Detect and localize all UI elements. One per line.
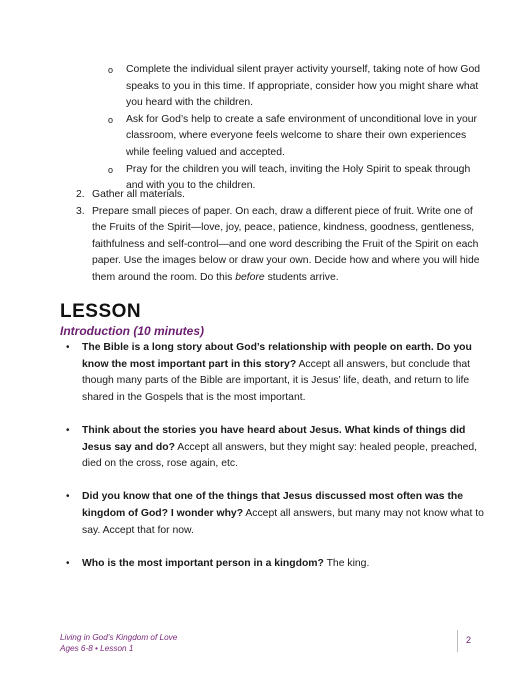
list-item-text: Gather all materials. (92, 189, 185, 200)
lesson-heading: LESSON (60, 301, 142, 322)
list-item (108, 112, 484, 162)
list-item-text: Ask for God’s help to create a safe environment of unconditional love in your classroom, where everyone feels welcome to share their own experiences while feeling valued and accepted. (126, 113, 477, 158)
list-item (108, 62, 484, 112)
answer-text: Accept all answers, but many may not know what to say. Accept that for now. (82, 507, 484, 536)
circle-bullet: o (108, 114, 114, 125)
list-item (60, 556, 488, 573)
list-item (60, 489, 488, 539)
emphasis-text: before (235, 271, 265, 283)
list-number: 2. (76, 189, 85, 200)
page-number: 2 (466, 635, 472, 645)
bullet: • (66, 557, 70, 569)
prep-sublist (108, 62, 484, 195)
circle-bullet: o (108, 164, 114, 175)
circle-bullet: o (108, 65, 114, 75)
answer-text: The king. (323, 557, 370, 569)
list-item-text: Pray for the children you will teach, inviting the Holy Spirit to speak through and with you to the children. (126, 163, 471, 192)
footer-divider (457, 630, 458, 652)
question-text: Who is the most important person in a kingdom? (82, 557, 324, 569)
question-text: Think about the stories you have heard about Jesus. What kinds of things did Jesus say and do? (82, 424, 466, 453)
section-heading: Introduction (10 minutes) (60, 324, 204, 338)
footer-subtitle: Ages 6-8 • Lesson 1 (60, 644, 134, 653)
list-item (76, 187, 486, 204)
answer-text: Accept all answers, but conclude that though many parts of the Bible are important, it is Jesus’ life, death, and return to life shared in the Gospels that is the most important. (82, 358, 471, 403)
intro-bullet-list (60, 340, 488, 572)
list-item-text: Prepare small pieces of paper. On each, draw a different piece of fruit. Write one of the Fruits of the Spirit—love, joy, peace, patience, kindness, goodness, gentleness, faithfulness and self-control—and one word describing the Fruit of the Spirit on each paper. Use the images below or draw your own. Decide how and where you will hide them around the room. Do this before students arrive. (92, 205, 480, 283)
list-item (60, 340, 488, 406)
footer-title: Living in God’s Kingdom of Love (60, 633, 178, 642)
question-text: The Bible is a long story about God’s relationship with people on earth. Do you know the most important part in this story? (82, 342, 472, 370)
list-item (76, 204, 486, 287)
bullet: • (66, 491, 70, 503)
prep-numbered-list (76, 187, 486, 287)
list-item (60, 423, 488, 473)
list-item-text: Complete the individual silent prayer activity yourself, taking note of how God speaks to you in this time. If appropriate, consider how you might share what you heard with the children. (126, 64, 481, 109)
answer-text: Accept all answers, but they might say: healed people, preached, died on the cross, rose again, etc. (82, 441, 478, 470)
bullet: • (66, 424, 70, 436)
page-footer (60, 632, 177, 654)
bullet: • (66, 342, 70, 353)
list-number: 3. (76, 205, 85, 217)
question-text: Did you know that one of the things that Jesus discussed most often was the kingdom of God? I wonder why? (82, 491, 464, 519)
